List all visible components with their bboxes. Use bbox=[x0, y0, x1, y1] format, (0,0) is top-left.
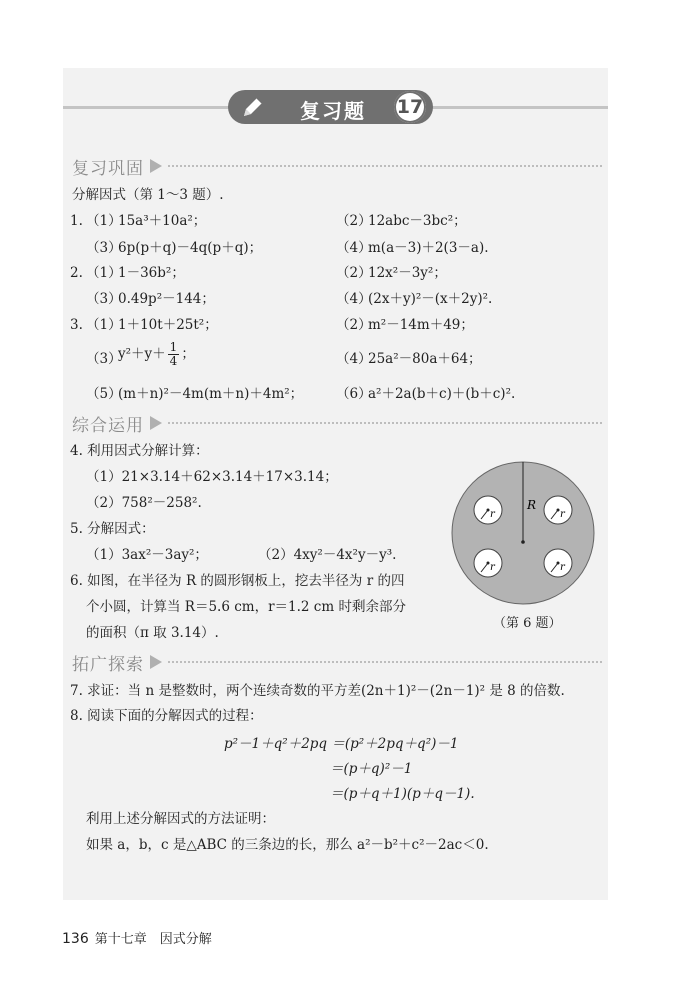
q3-b: m²－14m＋49； bbox=[368, 317, 474, 333]
q3-e: (m＋n)²－4m(m＋n)＋4m²； bbox=[118, 386, 304, 402]
q3-d-tag: （4） bbox=[336, 351, 372, 367]
q3-e-tag: （5） bbox=[86, 386, 122, 402]
title-number: 17 bbox=[394, 91, 426, 123]
q2-c-tag: （3） bbox=[86, 291, 122, 307]
small-circle bbox=[474, 496, 502, 524]
dotted-rule bbox=[168, 422, 602, 424]
q8-eq1: p²－1＋q²＋2pq ＝(p²＋2pq＋q²)－1 bbox=[224, 736, 459, 752]
dotted-rule bbox=[168, 661, 602, 663]
q-intro: 分解因式（第 1～3 题）. bbox=[72, 187, 224, 203]
q4-a: （1）21×3.14＋62×3.14＋17×3.14； bbox=[86, 469, 338, 485]
section-arrow-icon bbox=[150, 655, 162, 669]
small-radius-label: r bbox=[490, 562, 495, 573]
q2-num: 2. bbox=[70, 265, 83, 281]
q8-p2: 如果 a，b，c 是△ABC 的三条边的长，那么 a²－b²＋c²－2ac＜0. bbox=[86, 837, 489, 853]
q3-b-tag: （2） bbox=[336, 317, 372, 333]
dotted-rule bbox=[168, 165, 602, 167]
q1-d: m(a－3)＋2(3－a). bbox=[368, 240, 489, 256]
q1-num: 1. bbox=[70, 213, 83, 229]
figure-caption: （第 6 题） bbox=[493, 616, 562, 631]
big-radius-label: R bbox=[527, 498, 537, 512]
q3-a: 1＋10t＋25t²； bbox=[118, 317, 218, 333]
q8-p1: 利用上述分解因式的方法证明： bbox=[86, 811, 275, 827]
title-text: 复习题 bbox=[300, 99, 366, 123]
section-review bbox=[72, 154, 602, 179]
q1-b-tag: （2） bbox=[336, 213, 372, 229]
small-circle bbox=[544, 496, 572, 524]
q2-a-tag: （1） bbox=[86, 265, 122, 281]
q1-a: 15a³＋10a²； bbox=[118, 213, 207, 229]
q1-a-tag: （1） bbox=[86, 213, 122, 229]
small-circle bbox=[544, 549, 572, 577]
q4-b: （2）758²－258². bbox=[86, 495, 202, 511]
center-point bbox=[521, 540, 525, 544]
section-review-label: 复习巩固 bbox=[72, 159, 144, 179]
q3-f: a²＋2a(b＋c)＋(b＋c)². bbox=[368, 386, 516, 402]
q5-a: （1）3ax²－3ay²； bbox=[86, 547, 208, 563]
small-radius-label: r bbox=[560, 509, 565, 520]
q1-d-tag: （4） bbox=[336, 240, 372, 256]
q4-text: 4. 利用因式分解计算： bbox=[70, 443, 209, 459]
q2-a: 1－36b²； bbox=[118, 265, 185, 281]
q5-b: （2）4xy²－4x²y－y³. bbox=[258, 547, 397, 563]
section-arrow-icon bbox=[150, 416, 162, 430]
q5-text: 5. 分解因式： bbox=[70, 521, 155, 537]
fraction-numerator: 1 bbox=[169, 340, 178, 354]
pencil-icon bbox=[240, 94, 266, 120]
section-extension bbox=[72, 650, 602, 675]
small-radius-label: r bbox=[560, 562, 565, 573]
q3-f-tag: （6） bbox=[336, 386, 372, 402]
q3-num: 3. bbox=[70, 317, 83, 333]
chapter-title: 第十七章 因式分解 bbox=[94, 932, 212, 947]
q7-text: 7. 求证：当 n 是整数时，两个连续奇数的平方差(2n＋1)²－(2n－1)² 是 8 的倍数. bbox=[70, 683, 565, 699]
section-comprehensive bbox=[72, 411, 602, 436]
q2-d-tag: （4） bbox=[336, 291, 372, 307]
q8-text: 8. 阅读下面的分解因式的过程： bbox=[70, 708, 263, 724]
q3-c-pre: y²＋y＋ bbox=[118, 346, 166, 362]
title-banner bbox=[228, 90, 433, 124]
q6-line2: 个小圆，计算当 R＝5.6 cm，r＝1.2 cm 时剩余部分 bbox=[86, 599, 406, 615]
q1-c: 6p(p＋q)－4q(p＋q)； bbox=[118, 240, 263, 256]
q6-line3: 的面积（π 取 3.14）. bbox=[86, 625, 219, 641]
q3-a-tag: （1） bbox=[86, 317, 122, 333]
fraction bbox=[168, 341, 180, 368]
q2-d: (2x＋y)²－(x＋2y)². bbox=[368, 291, 493, 307]
q3-c-tag: （3） bbox=[86, 351, 122, 367]
section-arrow-icon bbox=[150, 159, 162, 173]
q1-b: 12abc－3bc²； bbox=[368, 213, 467, 229]
q1-c-tag: （3） bbox=[86, 240, 122, 256]
steel-plate-figure bbox=[450, 460, 596, 606]
small-circle bbox=[474, 549, 502, 577]
q6-line1: 6. 如图，在半径为 R 的圆形钢板上，挖去半径为 r 的四 bbox=[70, 573, 405, 589]
small-radius-label: r bbox=[490, 509, 495, 520]
q3-d: 25a²－80a＋64； bbox=[368, 351, 482, 367]
q8-eq2: ＝(p＋q)²－1 bbox=[330, 761, 413, 777]
section-extension-label: 拓广探索 bbox=[72, 655, 144, 675]
q8-eq3: ＝(p＋q＋1)(p＋q－1). bbox=[330, 786, 475, 802]
q3-c bbox=[118, 341, 195, 368]
q2-c: 0.49p²－144； bbox=[118, 291, 215, 307]
page-footer bbox=[62, 928, 212, 947]
page-number: 136 bbox=[62, 931, 89, 947]
section-comprehensive-label: 综合运用 bbox=[72, 416, 144, 436]
q2-b: 12x²－3y²； bbox=[368, 265, 447, 281]
fraction-denominator: 4 bbox=[169, 354, 178, 368]
q3-c-post: ； bbox=[181, 346, 195, 362]
q2-b-tag: （2） bbox=[336, 265, 372, 281]
